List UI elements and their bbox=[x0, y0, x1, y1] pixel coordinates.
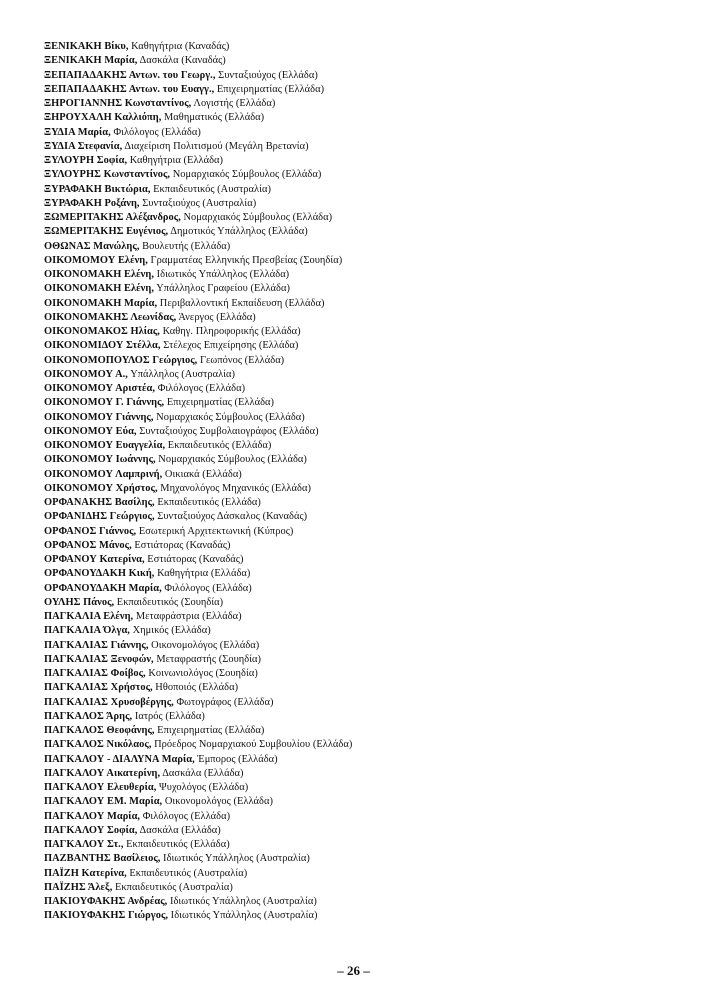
list-item bbox=[44, 824, 684, 838]
entry-description: Ηθοποιός (Ελλάδα) bbox=[152, 682, 239, 694]
entry-name: ΟΙΚΟΝΟΜΟΥ Λαμπρινή, bbox=[44, 468, 163, 480]
list-item bbox=[44, 311, 684, 325]
entry-name: ΠΑΓΚΑΛΟΥ Μαρία, bbox=[44, 810, 141, 822]
list-item bbox=[44, 453, 684, 467]
entry-description: Εκπαιδευτικός (Σουηδία) bbox=[114, 596, 224, 608]
list-item bbox=[44, 411, 684, 425]
entry-description: Εστιάτορας (Καναδάς) bbox=[144, 554, 244, 565]
entry-description: Επιχειρηματίας (Ελλάδα) bbox=[214, 83, 325, 95]
entry-name: ΟΙΚΟΝΟΜΟΥ Εύα, bbox=[44, 425, 137, 437]
entry-name: ΠΑΓΚΑΛΙΑΣ Χρήστος, bbox=[44, 682, 153, 694]
entry-name: ΟΙΚΟΝΟΜΙΔΟΥ Στέλλα, bbox=[44, 340, 161, 352]
entry-description: Μεταφραστής (Σουηδία) bbox=[153, 653, 262, 665]
entry-name: ΠΑΓΚΑΛΟΣ Νικόλαος, bbox=[44, 739, 152, 751]
list-item bbox=[44, 909, 684, 923]
entry-description: Εστιάτορας (Καναδάς) bbox=[131, 539, 231, 551]
entry-description: Δασκάλα (Ελλάδα) bbox=[137, 824, 221, 836]
entry-description: Ιδιωτικός Υπάλληλος (Αυστραλία) bbox=[160, 853, 310, 865]
list-item bbox=[44, 40, 684, 54]
list-item bbox=[44, 767, 684, 781]
entry-name: ΠΑΓΚΑΛΟΥ Σοφία, bbox=[44, 824, 138, 836]
list-item bbox=[44, 867, 684, 881]
entry-name: ΟΡΦΑΝΑΚΗΣ Βασίλης, bbox=[44, 497, 155, 508]
entry-name: ΟΙΚΟΝΟΜΑΚΗ Ελένη, bbox=[44, 269, 154, 280]
entry-description: Άνεργος (Ελλάδα) bbox=[176, 311, 256, 323]
entry-name: ΞΕΝΙΚΑΚΗ Μαρία, bbox=[44, 55, 138, 67]
entry-description: Συνταξιούχος (Αυστραλία) bbox=[139, 197, 257, 209]
list-item bbox=[44, 696, 684, 710]
entry-description: Φιλόλογος (Ελλάδα) bbox=[155, 383, 246, 394]
entry-name: ΞΩΜΕΡΙΤΑΚΗΣ Αλέξανδρος, bbox=[44, 212, 181, 223]
entry-name: ΠΑΓΚΑΛΟΥ Αικατερίνη, bbox=[44, 767, 161, 779]
entry-description: Ψυχολόγος (Ελλάδα) bbox=[156, 782, 249, 793]
entry-description: Οικονομολόγος (Ελλάδα) bbox=[148, 639, 260, 651]
entry-name: ΠΑΓΚΑΛΟΥ - ΔΙΑΛΥΝΑ Μαρία, bbox=[44, 753, 195, 765]
list-item bbox=[44, 710, 684, 724]
list-item bbox=[44, 168, 684, 182]
list-item bbox=[44, 140, 684, 154]
list-item bbox=[44, 667, 684, 681]
list-item bbox=[44, 482, 684, 496]
list-item bbox=[44, 539, 684, 553]
entry-name: ΞΥΛΟΥΡΗ Σοφία, bbox=[44, 155, 128, 166]
entry-name: ΟΡΦΑΝΙΔΗΣ Γεώργιος, bbox=[44, 511, 155, 523]
list-item bbox=[44, 795, 684, 809]
entry-name: ΞΥΡΑΦΑΚΗ Βικτώρια, bbox=[44, 183, 151, 195]
entry-name: ΟΙΚΟΜΟΜΟΥ Ελένη, bbox=[44, 254, 148, 266]
entry-description: Λογιστής (Ελλάδα) bbox=[191, 98, 276, 109]
entry-name: ΟΡΦΑΝΟΥΔΑΚΗ Κική, bbox=[44, 568, 155, 580]
entry-name: ΠΑΚΙΟΥΦΑΚΗΣ Ανδρέας, bbox=[44, 896, 168, 907]
entry-name: ΟΙΚΟΝΟΜΟΥ Ευαγγελία, bbox=[44, 440, 166, 451]
entry-name: ΟΥΛΗΣ Πάνος, bbox=[44, 596, 115, 608]
list-item bbox=[44, 681, 684, 695]
entry-description: Καθηγήτρια (Ελλάδα) bbox=[127, 155, 224, 166]
list-item bbox=[44, 724, 684, 738]
entry-name: ΟΙΚΟΝΟΜΟΥ Αριστέα, bbox=[44, 383, 156, 394]
entry-name: ΞΗΡΟΓΙΑΝΝΗΣ Κωνσταντίνος, bbox=[44, 98, 192, 109]
list-item bbox=[44, 653, 684, 667]
entry-name: ΠΑΓΚΑΛΙΑΣ Φοίβος, bbox=[44, 668, 146, 679]
list-item bbox=[44, 225, 684, 239]
entry-name: ΟΙΚΟΝΟΜΟΥ Α., bbox=[44, 368, 128, 380]
entry-description: Δασκάλα (Ελλάδα) bbox=[160, 767, 244, 779]
entry-name: ΞΕΝΙΚΑΚΗ Βίκυ, bbox=[44, 41, 129, 52]
list-item bbox=[44, 154, 684, 168]
entry-description: Μεταφράστρια (Ελλάδα) bbox=[133, 611, 242, 622]
entry-name: ΠΑΓΚΑΛΙΑ Όλγα, bbox=[44, 625, 130, 637]
list-item bbox=[44, 69, 684, 83]
entry-description: Χημικός (Ελλάδα) bbox=[129, 625, 211, 637]
entry-name: ΠΑΓΚΑΛΟΣ Άρης, bbox=[44, 710, 133, 722]
entry-name: ΞΗΡΟΥΧΑΛΗ Καλλιόπη, bbox=[44, 112, 162, 124]
list-item bbox=[44, 567, 684, 581]
list-item bbox=[44, 753, 684, 767]
list-item bbox=[44, 582, 684, 596]
entry-description: Γραμματέας Ελληνικής Πρεσβείας (Σουηδία) bbox=[147, 254, 343, 266]
entry-description: Γεωπόνος (Ελλάδα) bbox=[197, 354, 285, 366]
entry-description: Συνταξιούχος Δάσκαλος (Καναδάς) bbox=[154, 511, 308, 523]
list-item bbox=[44, 126, 684, 140]
entry-name: ΟΙΚΟΝΟΜΑΚΗ Ελένη, bbox=[44, 283, 154, 295]
list-item bbox=[44, 197, 684, 211]
list-item bbox=[44, 624, 684, 638]
entry-description: Καθηγήτρια (Ελλάδα) bbox=[154, 568, 251, 580]
list-item bbox=[44, 439, 684, 453]
entry-description: Εκπαιδευτικός (Αυστραλία) bbox=[112, 881, 233, 893]
list-item bbox=[44, 510, 684, 524]
list-item bbox=[44, 881, 684, 895]
entry-description: Περιβαλλοντική Εκπαίδευση (Ελλάδα) bbox=[157, 297, 325, 309]
entry-name: ΞΥΔΙΑ Στεφανία, bbox=[44, 140, 123, 152]
list-item bbox=[44, 810, 684, 824]
entry-name: ΟΙΚΟΝΟΜΟΠΟΥΛΟΣ Γεώργιος, bbox=[44, 354, 198, 366]
list-item bbox=[44, 325, 684, 339]
entry-description: Φιλόλογος (Ελλάδα) bbox=[161, 582, 252, 594]
entry-name: ΟΡΦΑΝΟΥ Κατερίνα, bbox=[44, 554, 145, 565]
entry-name: ΞΥΛΟΥΡΗΣ Κωνσταντίνος, bbox=[44, 169, 171, 181]
list-item bbox=[44, 895, 684, 909]
list-item bbox=[44, 339, 684, 353]
entry-description: Συνταξιούχος (Ελλάδα) bbox=[215, 69, 318, 81]
entry-name: ΟΙΚΟΝΟΜΟΥ Ιωάννης, bbox=[44, 454, 156, 466]
entry-name: ΟΡΦΑΝΟΣ Γιάννος, bbox=[44, 525, 137, 537]
list-item bbox=[44, 738, 684, 752]
entry-name: ΟΙΚΟΝΟΜΟΥ Γ. Γιάννης, bbox=[44, 397, 165, 409]
list-item bbox=[44, 525, 684, 539]
list-item bbox=[44, 254, 684, 268]
entry-name: ΠΑΪΖΗΣ Άλεξ, bbox=[44, 881, 113, 893]
entry-description: Ιδιωτικός Υπάλληλος (Ελλάδα) bbox=[153, 269, 290, 280]
list-item bbox=[44, 382, 684, 396]
list-item bbox=[44, 781, 684, 795]
list-item bbox=[44, 468, 684, 482]
list-item bbox=[44, 553, 684, 567]
entry-name: ΠΑΓΚΑΛΙΑΣ Ξενοφών, bbox=[44, 653, 154, 665]
name-list bbox=[44, 40, 684, 924]
entry-name: ΠΑΓΚΑΛΟΥ ΕΜ. Μαρία, bbox=[44, 796, 163, 808]
entry-description: Οικονομολόγος (Ελλάδα) bbox=[162, 796, 273, 808]
entry-description: Οικιακά (Ελλάδα) bbox=[162, 468, 242, 480]
entry-name: ΟΙΚΟΝΟΜΟΥ Γιάννης, bbox=[44, 411, 154, 423]
entry-name: ΟΡΦΑΝΟΣ Μάνος, bbox=[44, 539, 132, 551]
entry-name: ΞΩΜΕΡΙΤΑΚΗΣ Ευγένιος, bbox=[44, 226, 169, 238]
entry-description: Εκπαιδευτικός (Ελλάδα) bbox=[165, 440, 272, 451]
list-item bbox=[44, 596, 684, 610]
entry-description: Νομαρχιακός Σύμβουλος (Ελλάδα) bbox=[180, 212, 333, 223]
list-item bbox=[44, 354, 684, 368]
entry-description: Υπάλληλος Γραφείου (Ελλάδα) bbox=[153, 283, 290, 295]
entry-description: Επιχειρηματίας (Ελλάδα) bbox=[154, 725, 265, 736]
entry-description: Στέλεχος Επιχείρησης (Ελλάδα) bbox=[160, 340, 299, 352]
entry-description: Μηχανολόγος Μηχανικός (Ελλάδα) bbox=[157, 482, 311, 494]
entry-name: ΞΥΔΙΑ Μαρία, bbox=[44, 126, 111, 138]
entry-description: Δημοτικός Υπάλληλος (Ελλάδα) bbox=[168, 226, 308, 238]
entry-description: Φωτογράφος (Ελλάδα) bbox=[173, 696, 274, 708]
entry-description: Διαχείριση Πολιτισμού (Μεγάλη Βρετανία) bbox=[122, 140, 309, 152]
entry-name: ΞΕΠΑΠΑΔΑΚΗΣ Αντων. του Γεωργ., bbox=[44, 69, 216, 81]
entry-name: ΠΑΓΚΑΛΟΥ Στ., bbox=[44, 839, 124, 850]
entry-description: Ιατρός (Ελλάδα) bbox=[132, 710, 205, 722]
entry-name: ΠΑΚΙΟΥΦΑΚΗΣ Γιώργος, bbox=[44, 910, 169, 922]
entry-description: Εκπαιδευτικός (Ελλάδα) bbox=[123, 839, 230, 850]
list-item bbox=[44, 282, 684, 296]
entry-description: Κοινωνιολόγος (Σουηδία) bbox=[145, 668, 258, 679]
list-item bbox=[44, 268, 684, 282]
list-item bbox=[44, 183, 684, 197]
entry-name: ΟΙΚΟΝΟΜΑΚΗ Μαρία, bbox=[44, 297, 158, 309]
entry-name: ΠΑΪΖΗ Κατερίνα, bbox=[44, 867, 127, 879]
entry-description: Εκπαιδευτικός (Αυστραλία) bbox=[150, 183, 271, 195]
list-item bbox=[44, 97, 684, 111]
list-item bbox=[44, 425, 684, 439]
entry-description: Υπάλληλος (Αυστραλία) bbox=[127, 368, 236, 380]
list-item bbox=[44, 610, 684, 624]
list-item bbox=[44, 396, 684, 410]
entry-name: ΟΡΦΑΝΟΥΔΑΚΗ Μαρία, bbox=[44, 582, 162, 594]
entry-name: ΠΑΓΚΑΛΟΥ Ελευθερία, bbox=[44, 782, 157, 793]
entry-name: ΟΘΩΝΑΣ Μανώλης, bbox=[44, 240, 140, 252]
list-item bbox=[44, 54, 684, 68]
list-item bbox=[44, 852, 684, 866]
list-item bbox=[44, 211, 684, 225]
entry-description: Εκπαιδευτικός (Ελλάδα) bbox=[154, 497, 261, 508]
entry-description: Βουλευτής (Ελλάδα) bbox=[139, 240, 231, 252]
list-item bbox=[44, 639, 684, 653]
list-item bbox=[44, 496, 684, 510]
entry-description: Καθηγήτρια (Καναδάς) bbox=[128, 41, 230, 52]
entry-description: Συνταξιούχος Συμβολαιογράφος (Ελλάδα) bbox=[136, 425, 319, 437]
entry-description: Νομαρχιακός Σύμβουλος (Ελλάδα) bbox=[170, 169, 322, 181]
entry-name: ΞΥΡΑΦΑΚΗ Ροξάνη, bbox=[44, 197, 140, 209]
list-item bbox=[44, 83, 684, 97]
entry-description: Νομαρχιακός Σύμβουλος (Ελλάδα) bbox=[153, 411, 305, 423]
entry-description: Ιδιωτικός Υπάλληλος (Αυστραλία) bbox=[168, 910, 318, 922]
entry-description: Δασκάλα (Καναδάς) bbox=[137, 55, 226, 67]
entry-name: ΞΕΠΑΠΑΔΑΚΗΣ Αντων. του Ευαγγ., bbox=[44, 83, 215, 95]
entry-description: Έμπορος (Ελλάδα) bbox=[194, 753, 278, 765]
entry-name: ΠΑΖΒΑΝΤΗΣ Βασίλειος, bbox=[44, 853, 161, 865]
list-item bbox=[44, 111, 684, 125]
entry-description: Καθηγ. Πληροφορικής (Ελλάδα) bbox=[159, 326, 301, 337]
entry-description: Εσωτερική Αρχιτεκτωνική (Κύπρος) bbox=[136, 525, 294, 537]
list-item bbox=[44, 838, 684, 852]
entry-description: Εκπαιδευτικός (Αυστραλία) bbox=[126, 867, 248, 879]
entry-name: ΟΙΚΟΝΟΜΑΚΗΣ Λεωνίδας, bbox=[44, 311, 177, 323]
entry-description: Επιχειρηματίας (Ελλάδα) bbox=[164, 397, 275, 409]
list-item bbox=[44, 297, 684, 311]
entry-description: Ιδιωτικός Υπάλληλος (Αυστραλία) bbox=[167, 896, 317, 907]
entry-description: Φιλόλογος (Ελλάδα) bbox=[110, 126, 201, 138]
entry-name: ΠΑΓΚΑΛΙΑΣ Γιάννης, bbox=[44, 639, 149, 651]
entry-name: ΠΑΓΚΑΛΙΑ Ελένη, bbox=[44, 611, 134, 622]
page-number: – 26 – bbox=[337, 963, 370, 978]
entry-name: ΠΑΓΚΑΛΙΑΣ Χρυσοβέργης, bbox=[44, 696, 174, 708]
entry-name: ΟΙΚΟΝΟΜΟΥ Χρήστος, bbox=[44, 482, 158, 494]
entry-name: ΟΙΚΟΝΟΜΑΚΟΣ Ηλίας, bbox=[44, 326, 160, 337]
list-item bbox=[44, 240, 684, 254]
entry-description: Φιλόλογος (Ελλάδα) bbox=[140, 810, 231, 822]
entry-description: Νομαρχιακός Σύμβουλος (Ελλάδα) bbox=[155, 454, 307, 466]
entry-description: Πρόεδρος Νομαρχιακού Συμβουλίου (Ελλάδα) bbox=[151, 739, 353, 751]
list-item bbox=[44, 368, 684, 382]
entry-description: Μαθηματικός (Ελλάδα) bbox=[161, 112, 265, 124]
entry-name: ΠΑΓΚΑΛΟΣ Θεοφάνης, bbox=[44, 725, 155, 736]
